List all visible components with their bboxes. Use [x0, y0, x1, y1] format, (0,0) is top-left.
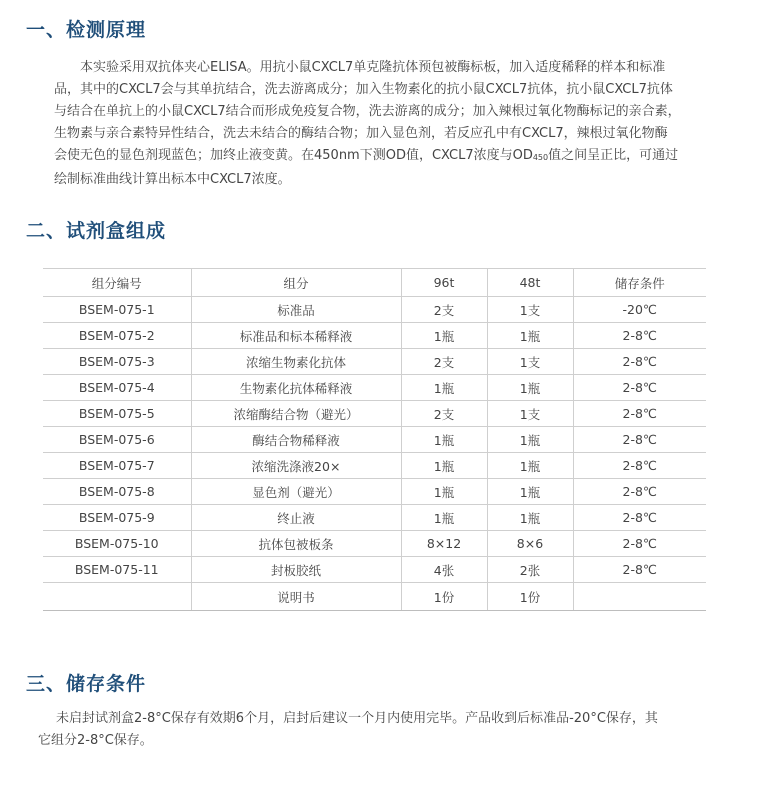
cell-96t: 1瓶: [401, 375, 487, 401]
cell-component: 封板胶纸: [191, 557, 401, 583]
cell-48t: 1支: [487, 349, 573, 375]
cell-96t: 8×12: [401, 531, 487, 557]
cell-storage: 2-8℃: [573, 531, 706, 557]
cell-48t: 1瓶: [487, 427, 573, 453]
cell-96t: 1份: [401, 583, 487, 611]
principle-line-1: 本实验采用双抗体夹心ELISA。用抗小鼠CXCL7单克隆抗体预包被酶标板，加入适度稀释的样本和标准: [80, 60, 666, 75]
cell-48t: 1瓶: [487, 375, 573, 401]
cell-storage: 2-8℃: [573, 557, 706, 583]
cell-component: 生物素化抗体稀释液: [191, 375, 401, 401]
cell-96t: 1瓶: [401, 427, 487, 453]
cell-component: 终止液: [191, 505, 401, 531]
header-48t: 48t: [487, 269, 573, 297]
principle-paragraph: [54, 57, 734, 191]
cell-component-id: BSEM-075-9: [43, 505, 191, 531]
cell-component: 标准品和标本稀释液: [191, 323, 401, 349]
table-row: [43, 583, 706, 611]
cell-component: 抗体包被板条: [191, 531, 401, 557]
principle-line-4: 生物素与亲合素特异性结合，洗去未结合的酶结合物；加入显色剂，若反应孔中有CXCL7，辣根过氧化物酶: [54, 126, 668, 141]
principle-line-2: 品，其中的CXCL7会与其单抗结合，洗去游离成分；加入生物素化的抗小鼠CXCL7抗体，抗小鼠CXCL7抗体: [54, 82, 673, 97]
cell-48t: 1瓶: [487, 505, 573, 531]
header-component: 组分: [191, 269, 401, 297]
cell-96t: 4张: [401, 557, 487, 583]
cell-component-id: BSEM-075-8: [43, 479, 191, 505]
cell-48t: 1瓶: [487, 323, 573, 349]
section-title-storage: 三、储存条件: [26, 673, 147, 695]
section-title-kit: 二、试剂盒组成: [26, 220, 167, 242]
od-subscript: 450: [532, 153, 549, 162]
cell-component: 浓缩生物素化抗体: [191, 349, 401, 375]
table-header-row: [43, 269, 706, 297]
cell-96t: 1瓶: [401, 323, 487, 349]
header-storage: 储存条件: [573, 269, 706, 297]
table-row: [43, 375, 706, 401]
cell-storage: 2-8℃: [573, 479, 706, 505]
table-row: [43, 349, 706, 375]
cell-component-id: BSEM-075-10: [43, 531, 191, 557]
cell-96t: 1瓶: [401, 453, 487, 479]
cell-96t: 1瓶: [401, 479, 487, 505]
cell-component-id: BSEM-075-5: [43, 401, 191, 427]
cell-48t: 1份: [487, 583, 573, 611]
cell-component: 酶结合物稀释液: [191, 427, 401, 453]
cell-48t: 1瓶: [487, 453, 573, 479]
table-row: [43, 427, 706, 453]
cell-component-id: BSEM-075-7: [43, 453, 191, 479]
table-row: [43, 557, 706, 583]
cell-96t: 2支: [401, 401, 487, 427]
cell-component-id: BSEM-075-6: [43, 427, 191, 453]
table-row: [43, 505, 706, 531]
storage-paragraph: [38, 708, 728, 752]
cell-storage: 2-8℃: [573, 453, 706, 479]
table-row: [43, 479, 706, 505]
storage-line-1: 未启封试剂盒2-8°C保存有效期6个月，启封后建议一个月内使用完毕。产品收到后标准品-20°C保存，其: [56, 711, 658, 726]
cell-component: 标准品: [191, 297, 401, 323]
cell-component-id: BSEM-075-2: [43, 323, 191, 349]
table-row: [43, 453, 706, 479]
header-component-id: 组分编号: [43, 269, 191, 297]
cell-48t: 1支: [487, 401, 573, 427]
cell-storage: 2-8℃: [573, 349, 706, 375]
table-row: [43, 531, 706, 557]
principle-line-5: 会使无色的显色剂现蓝色；加终止液变黄。在450nm下测OD值，CXCL7浓度与$OD_{450}$值之间呈正比，可通过: [54, 148, 679, 163]
cell-48t: 8×6: [487, 531, 573, 557]
cell-component-id: BSEM-075-1: [43, 297, 191, 323]
kit-components-table: [43, 268, 706, 611]
storage-line-2: 它组分2-8°C保存。: [38, 733, 153, 748]
cell-storage: 2-8℃: [573, 375, 706, 401]
principle-line-3: 与结合在单抗上的小鼠CXCL7结合而形成免疫复合物，洗去游离的成分；加入辣根过氧化物酶标记的亲合素，: [54, 104, 681, 119]
cell-storage: 2-8℃: [573, 323, 706, 349]
cell-48t: 1支: [487, 297, 573, 323]
table-row: [43, 297, 706, 323]
cell-storage: -20℃: [573, 297, 706, 323]
cell-component: 显色剂（避光）: [191, 479, 401, 505]
cell-component-id: [43, 583, 191, 611]
section-title-principle: 一、检测原理: [26, 19, 147, 41]
cell-48t: 2张: [487, 557, 573, 583]
cell-storage: 2-8℃: [573, 401, 706, 427]
cell-96t: 1瓶: [401, 505, 487, 531]
cell-component: 浓缩酶结合物（避光）: [191, 401, 401, 427]
cell-storage: 2-8℃: [573, 427, 706, 453]
cell-component-id: BSEM-075-3: [43, 349, 191, 375]
header-96t: 96t: [401, 269, 487, 297]
cell-component-id: BSEM-075-11: [43, 557, 191, 583]
cell-component: 浓缩洗涤液20×: [191, 453, 401, 479]
cell-96t: 2支: [401, 297, 487, 323]
cell-storage: 2-8℃: [573, 505, 706, 531]
cell-component-id: BSEM-075-4: [43, 375, 191, 401]
cell-48t: 1瓶: [487, 479, 573, 505]
table-row: [43, 323, 706, 349]
cell-storage: [573, 583, 706, 611]
cell-96t: 2支: [401, 349, 487, 375]
cell-component: 说明书: [191, 583, 401, 611]
principle-line-6: 绘制标准曲线计算出标本中CXCL7浓度。: [54, 172, 291, 187]
table-row: [43, 401, 706, 427]
